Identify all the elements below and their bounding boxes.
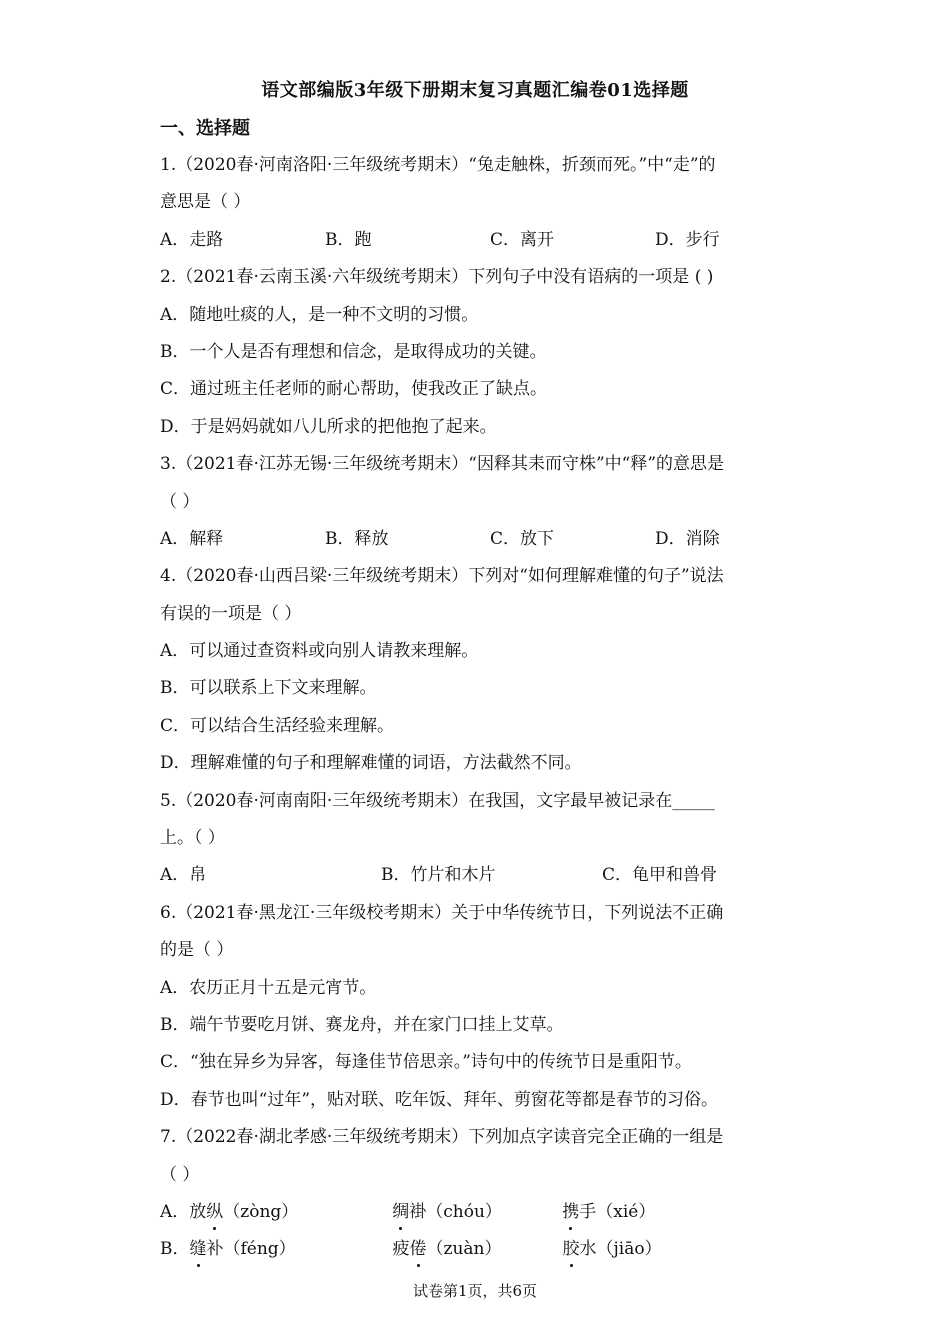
question-3-options [160,526,800,563]
option-b: B．释放 [325,528,389,549]
question-5-stem-line-1: 5.（2020春·河南南阳·三年级统考期末）在我国，文字最早被记录在_____ [160,790,715,811]
section-heading: 一、选择题 [160,118,250,139]
question-4-stem-line-2: 有误的一项是（ ） [160,603,302,624]
option-a: A．帛 [160,865,207,886]
question-5-stem-line-2: 上。（ ） [160,828,225,849]
option-a: A．解释 [160,528,224,549]
pinyin-item: 胶水（jiāo） [563,1236,662,1273]
question-4-option-c: C．可以结合生活经验来理解。 [160,715,395,736]
question-2-option-b: B．一个人是否有理想和信念，是取得成功的关键。 [160,341,547,362]
pinyin-item: 疲倦（zuàn） [393,1236,563,1273]
dotted-char: 携 [562,1199,579,1225]
option-b: B．跑 [325,229,372,250]
pinyin-item: 缝补（féng） [190,1236,393,1273]
question-3-stem-line-1: 3.（2021春·江苏无锡·三年级统考期末）“因释其耒而守株”中“释”的意思是 [160,454,725,475]
option-d: D．消除 [655,528,720,549]
question-2-option-d: D．于是妈妈就如八儿所求的把他抱了起来。 [160,416,497,437]
question-6-option-c: C．“独在异乡为异客，每逢佳节倍思亲。”诗句中的传统节日是重阳节。 [160,1052,692,1073]
pinyin-item: 携手（xié） [562,1199,655,1236]
option-label: A． [160,1201,190,1222]
question-7-stem-line-2: （ ） [160,1164,200,1185]
question-5-options [160,862,800,899]
option-c: C．放下 [490,528,555,549]
dotted-char: 胶 [563,1236,580,1262]
option-a: A．走路 [160,229,224,250]
dotted-char: 缝 [190,1236,207,1262]
question-7-option-a [160,1199,800,1236]
question-1-stem-line-2: 意思是（ ） [160,192,251,213]
question-1-stem-line-1: 1.（2020春·河南洛阳·三年级统考期末）“兔走触株，折颈而死。”中“走”的 [160,155,716,175]
question-4-stem-line-1: 4.（2020春·山西吕梁·三年级统考期末）下列对“如何理解难懂的句子”说法 [160,566,724,587]
option-d: D．步行 [655,229,720,250]
question-list [160,152,800,1274]
question-6-stem-line-1: 6.（2021春·黑龙江·三年级校考期末）关于中华传统节日，下列说法不正确 [160,902,724,923]
option-c: C．离开 [490,229,555,250]
option-label: B． [160,1239,190,1260]
question-4-option-d: D．理解难懂的句子和理解难懂的词语，方法截然不同。 [160,753,582,774]
question-4-option-b: B．可以联系上下文来理解。 [160,678,377,699]
dotted-char: 纵 [206,1199,223,1225]
question-6-option-b: B．端午节要吃月饼、赛龙舟，并在家门口挂上艾草。 [160,1014,564,1035]
option-c: C．龟甲和兽骨 [602,865,718,886]
document-title: 语文部编版3年级下册期末复习真题汇编卷01选择题 [261,80,689,101]
dotted-char: 绸 [392,1199,409,1225]
question-2-stem: 2.（2021春·云南玉溪·六年级统考期末）下列句子中没有语病的一项是 ( ) [160,267,714,288]
question-6-stem-line-2: 的是（ ） [160,940,234,961]
question-7-stem-line-1: 7.（2022春·湖北孝感·三年级统考期末）下列加点字读音完全正确的一组是 [160,1127,724,1148]
question-6-option-d: D．春节也叫“过年”，贴对联、吃年饭、拜年、剪窗花等都是春节的习俗。 [160,1089,719,1110]
question-6-option-a: A．农历正月十五是元宵节。 [160,977,377,998]
page-footer: 试卷第1页，共6页 [412,1282,538,1300]
option-b: B．竹片和木片 [381,865,496,886]
pinyin-item: 绸褂（chóu） [392,1199,562,1236]
dotted-char: 倦 [410,1236,427,1262]
question-4-option-a: A．可以通过查资料或向别人请教来理解。 [160,641,479,662]
question-7-option-b [160,1236,800,1273]
pinyin-item: 放纵（zòng） [189,1199,392,1236]
question-2-option-a: A．随地吐痰的人，是一种不文明的习惯。 [160,304,479,325]
question-1-options [160,227,800,264]
question-2-option-c: C．通过班主任老师的耐心帮助，使我改正了缺点。 [160,379,548,400]
question-3-stem-line-2: （ ） [160,491,200,512]
